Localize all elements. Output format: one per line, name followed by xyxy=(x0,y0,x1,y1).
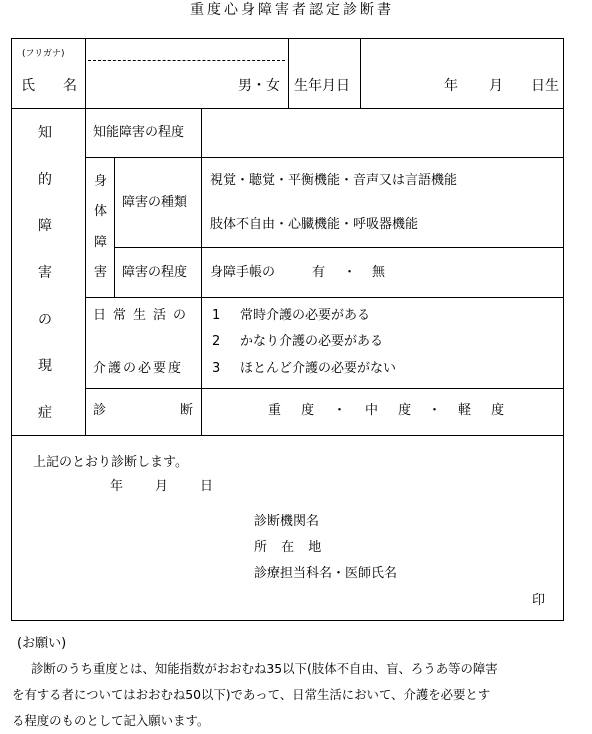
row-divider xyxy=(85,388,564,389)
request-heading: (お願い) xyxy=(17,636,67,651)
diagnosis-label-2: 断 xyxy=(180,403,194,418)
section-char: 現 xyxy=(38,358,52,375)
diagnosis-medium: 中 度 xyxy=(365,403,420,418)
seal-mark: 印 xyxy=(532,593,546,608)
disability-type-line2: 肢体不自由・心臓機能・呼吸器機能 xyxy=(210,217,419,232)
diagnosis-light: 軽 度 xyxy=(458,403,513,418)
institution-label: 診断機関名 xyxy=(254,514,320,529)
birth-month: 月 xyxy=(489,78,503,94)
cert-month: 月 xyxy=(155,479,169,494)
section-char: の xyxy=(38,311,52,328)
diagnosis-heavy: 重 度 xyxy=(268,403,323,418)
care-option-num: 1 xyxy=(212,308,221,323)
cert-year: 年 xyxy=(110,479,124,494)
intellectual-degree-label: 知能障害の程度 xyxy=(93,125,185,140)
name-label-2: 名 xyxy=(63,78,77,94)
furigana-label: (フリガナ) xyxy=(22,49,65,59)
certification-statement: 上記のとおり診断します。 xyxy=(33,455,188,470)
disability-type-label: 障害の種類 xyxy=(122,195,188,210)
section-char: 的 xyxy=(38,171,52,188)
physical-char: 障 xyxy=(94,234,108,250)
care-option-text: かなり介護の必要がある xyxy=(240,334,384,349)
birth-year: 年 xyxy=(444,78,458,94)
col-divider xyxy=(360,38,361,108)
physical-char: 害 xyxy=(94,264,108,280)
cert-day: 日 xyxy=(200,479,214,494)
section-char: 害 xyxy=(38,264,52,281)
handbook-yes: 有 xyxy=(312,265,326,280)
physical-char: 身 xyxy=(94,174,108,189)
care-option-text: ほとんど介護の必要がない xyxy=(240,361,397,376)
handbook-label: 身障手帳の xyxy=(210,265,276,280)
request-line: 診断のうち重度とは、知能指数がおおむね35以下(肢体不自由、盲、ろうあ等の障害 xyxy=(31,661,498,676)
disability-degree-label: 障害の程度 xyxy=(122,265,188,280)
col-divider xyxy=(114,157,115,297)
form-title: 重度心身障害者認定診断書 xyxy=(190,2,394,18)
care-option-num: 2 xyxy=(212,334,221,349)
row-divider xyxy=(11,108,564,109)
physical-char: 体 xyxy=(94,204,108,220)
row-divider xyxy=(114,247,564,248)
physical-disability-label xyxy=(94,175,107,279)
section-char: 知 xyxy=(38,125,52,141)
section-char: 症 xyxy=(38,404,52,421)
birth-day: 日生 xyxy=(531,78,559,94)
care-option-text: 常時介護の必要がある xyxy=(240,308,371,323)
diagnosis-label-1: 診 xyxy=(93,403,107,418)
col-divider xyxy=(288,38,289,108)
section-char: 障 xyxy=(38,218,52,235)
section-label-intellectual-disability xyxy=(38,126,52,420)
disability-type-line1: 視覚・聴覚・平衡機能・音声又は言語機能 xyxy=(210,173,458,188)
diagnosis-dot: ・ xyxy=(428,403,442,418)
col-divider xyxy=(85,38,86,435)
doctor-label: 診療担当科名・医師氏名 xyxy=(254,566,398,581)
daily-care-label-1: 日常生活の xyxy=(93,308,194,323)
address-label: 所 在 地 xyxy=(254,540,327,555)
gender-field: 男・女 xyxy=(238,78,280,94)
birth-date-label: 生年月日 xyxy=(294,78,350,94)
request-line: る程度のものとして記入願います。 xyxy=(12,713,210,728)
furigana-line xyxy=(88,60,285,61)
care-option-num: 3 xyxy=(212,361,221,376)
handbook-dot: ・ xyxy=(343,265,357,280)
diagnosis-dot: ・ xyxy=(333,403,347,418)
row-divider xyxy=(85,157,564,158)
row-divider xyxy=(11,435,564,436)
daily-care-label-2: 介護の必要度 xyxy=(93,361,184,376)
request-line: を有する者についてはおおむね50以下)であって、日常生活において、介護を必要とす xyxy=(12,687,491,702)
name-label-1: 氏 xyxy=(21,78,35,94)
handbook-no: 無 xyxy=(372,265,386,280)
col-divider xyxy=(201,108,202,435)
row-divider xyxy=(85,297,564,298)
